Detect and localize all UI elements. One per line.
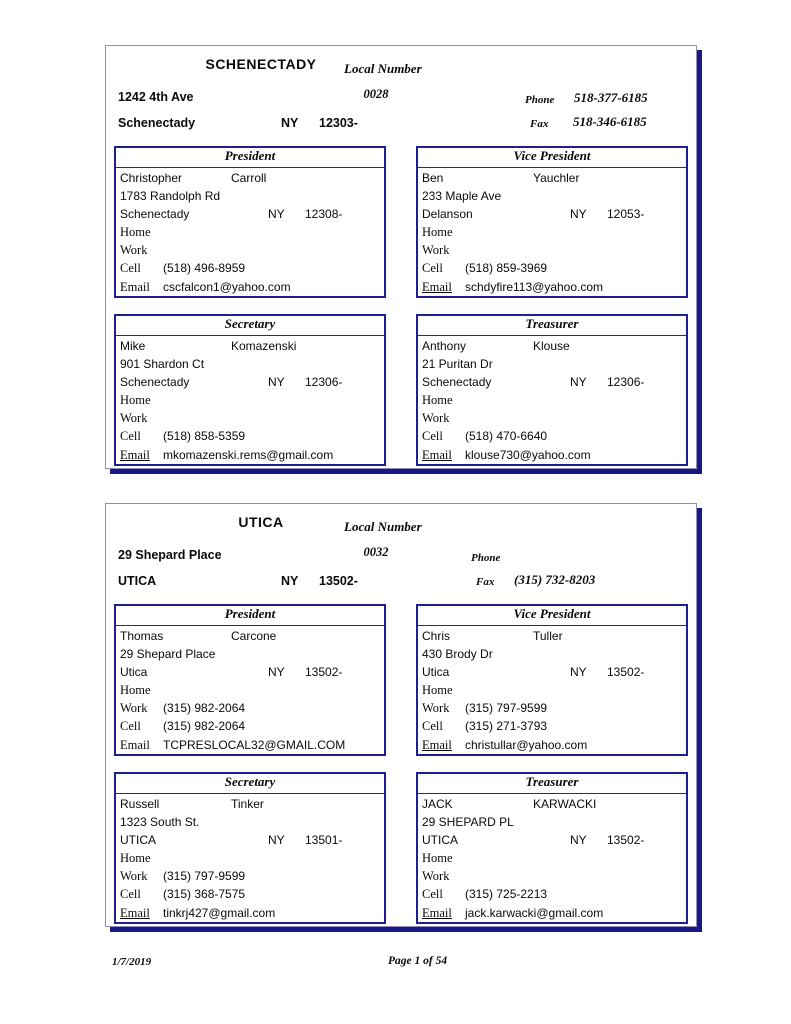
last-name: Klouse — [533, 339, 570, 353]
work-value: (315) 982-2064 — [163, 701, 246, 716]
officer-details — [116, 626, 384, 754]
first-name: Ben — [422, 171, 444, 185]
officer-name-row — [418, 795, 686, 813]
officer-card — [416, 314, 688, 466]
officer-city-row — [116, 663, 384, 681]
state: NY — [268, 665, 285, 680]
city: Utica — [422, 665, 450, 680]
email-label: Email — [120, 279, 150, 294]
cell-label: Cell — [120, 719, 141, 734]
cell-row — [116, 885, 384, 903]
officer-grid — [106, 604, 698, 928]
officer-city-row — [116, 205, 384, 223]
email-label: Email — [120, 905, 150, 920]
phone-label: Phone — [471, 552, 501, 564]
state: NY — [570, 375, 587, 390]
email-label: Email — [120, 447, 150, 462]
officer-title: Vice President — [418, 606, 686, 626]
officer-card — [114, 772, 386, 924]
local-city: Schenectady — [118, 116, 196, 130]
home-label: Home — [422, 851, 453, 866]
local-state: NY — [281, 574, 299, 588]
street-address: 21 Puritan Dr — [422, 357, 493, 372]
state: NY — [570, 833, 587, 848]
city: Delanson — [422, 207, 473, 222]
first-name: Anthony — [422, 339, 467, 353]
officer-title: Treasurer — [418, 316, 686, 336]
zip: 13502- — [607, 833, 645, 848]
city: Schenectady — [120, 375, 190, 390]
email-row — [418, 904, 686, 922]
zip: 12306- — [305, 375, 343, 390]
zip: 13502- — [305, 665, 343, 680]
officer-title: Treasurer — [418, 774, 686, 794]
cell-row — [116, 427, 384, 445]
local-number-value: 0028 — [363, 87, 389, 101]
work-row — [116, 409, 384, 427]
email-row — [116, 446, 384, 464]
officer-name-row — [116, 337, 384, 355]
cell-value: (518) 470-6640 — [465, 429, 548, 444]
officer-details — [116, 794, 384, 922]
fax-value: (315) 732-8203 — [514, 572, 596, 587]
work-row — [418, 241, 686, 259]
officer-details — [418, 626, 686, 754]
officer-title: Secretary — [116, 774, 384, 794]
officer-title: Secretary — [116, 316, 384, 336]
city: Utica — [120, 665, 148, 680]
email-value: mkomazenski.rems@gmail.com — [163, 447, 334, 462]
officer-grid — [106, 146, 698, 470]
cell-row — [418, 259, 686, 277]
cell-label: Cell — [120, 429, 141, 444]
city: Schenectady — [422, 375, 492, 390]
last-name: Tuller — [533, 629, 563, 643]
officer-title: President — [116, 148, 384, 168]
officer-card — [416, 146, 688, 298]
work-row — [116, 867, 384, 885]
officer-address-row — [418, 645, 686, 663]
city: UTICA — [120, 833, 156, 848]
zip: 13501- — [305, 833, 343, 848]
work-label: Work — [422, 701, 450, 716]
work-label: Work — [422, 411, 450, 426]
officer-address-row — [418, 187, 686, 205]
work-label: Work — [422, 869, 450, 884]
first-name: JACK — [422, 797, 453, 811]
last-name: Yauchler — [533, 171, 580, 185]
home-row — [418, 391, 686, 409]
local-state: NY — [281, 116, 299, 130]
email-value: schdyfire113@yahoo.com — [465, 279, 604, 294]
officer-address-row — [418, 355, 686, 373]
local-number-label: Local Number — [344, 61, 422, 76]
local-name: UTICA — [238, 514, 284, 530]
last-name: Carroll — [231, 171, 267, 185]
officer-card — [416, 772, 688, 924]
work-value: (315) 797-9599 — [465, 701, 548, 716]
home-row — [116, 391, 384, 409]
officer-details — [418, 794, 686, 922]
street-address: 1783 Randolph Rd — [120, 189, 221, 204]
home-row — [418, 681, 686, 699]
officer-name-row — [116, 795, 384, 813]
cell-label: Cell — [120, 887, 141, 902]
officer-title: President — [116, 606, 384, 626]
work-value: (315) 797-9599 — [163, 869, 246, 884]
home-row — [116, 681, 384, 699]
email-label: Email — [422, 737, 452, 752]
state: NY — [268, 207, 285, 222]
footer-page-number: Page 1 of 54 — [388, 955, 448, 967]
local-street-address: 1242 4th Ave — [118, 90, 194, 104]
last-name: KARWACKI — [533, 797, 597, 811]
work-row — [418, 409, 686, 427]
fax-label: Fax — [530, 118, 549, 130]
zip: 13502- — [607, 665, 645, 680]
cell-label: Cell — [422, 261, 443, 276]
officer-card — [416, 604, 688, 756]
local-zip: 13502- — [319, 574, 358, 588]
last-name: Carcone — [231, 629, 277, 643]
cell-label: Cell — [120, 261, 141, 276]
officer-card — [114, 604, 386, 756]
home-label: Home — [120, 225, 151, 240]
email-value: tinkrj427@gmail.com — [163, 905, 276, 920]
footer-date: 1/7/2019 — [112, 956, 152, 968]
home-row — [418, 223, 686, 241]
officer-address-row — [116, 645, 384, 663]
work-row — [116, 699, 384, 717]
email-value: christullar@yahoo.com — [465, 737, 588, 752]
email-label: Email — [422, 447, 452, 462]
cell-value: (315) 982-2064 — [163, 719, 246, 734]
local-number-value: 0032 — [363, 545, 389, 559]
work-label: Work — [422, 243, 450, 258]
phone-label: Phone — [525, 94, 555, 106]
state: NY — [268, 833, 285, 848]
work-label: Work — [120, 869, 148, 884]
email-label: Email — [422, 279, 452, 294]
officer-city-row — [116, 831, 384, 849]
cell-row — [418, 885, 686, 903]
cell-row — [418, 427, 686, 445]
cell-value: (315) 271-3793 — [465, 719, 548, 734]
last-name: Komazenski — [231, 339, 297, 353]
officer-city-row — [116, 373, 384, 391]
street-address: 430 Brody Dr — [422, 647, 493, 662]
first-name: Chris — [422, 629, 451, 643]
zip: 12053- — [607, 207, 645, 222]
home-row — [116, 849, 384, 867]
officer-address-row — [418, 813, 686, 831]
work-label: Work — [120, 243, 148, 258]
home-row — [116, 223, 384, 241]
officer-name-row — [116, 169, 384, 187]
state: NY — [570, 665, 587, 680]
email-row — [116, 904, 384, 922]
work-row — [116, 241, 384, 259]
officer-title: Vice President — [418, 148, 686, 168]
cell-row — [418, 717, 686, 735]
street-address: 29 Shepard Place — [120, 647, 216, 662]
officer-details — [418, 168, 686, 296]
officer-name-row — [418, 627, 686, 645]
email-row — [116, 278, 384, 296]
officer-card — [114, 314, 386, 466]
city: UTICA — [422, 833, 458, 848]
work-row — [418, 699, 686, 717]
zip: 12308- — [305, 207, 343, 222]
cell-value: (518) 496-8959 — [163, 261, 246, 276]
first-name: Russell — [120, 797, 160, 811]
home-label: Home — [120, 683, 151, 698]
cell-value: (315) 368-7575 — [163, 887, 246, 902]
fax-value: 518-346-6185 — [573, 114, 647, 129]
work-row — [418, 867, 686, 885]
local-number-label: Local Number — [344, 519, 422, 534]
local-section — [105, 503, 697, 927]
officer-address-row — [116, 813, 384, 831]
home-label: Home — [422, 393, 453, 408]
street-address: 233 Maple Ave — [422, 189, 502, 204]
officer-card — [114, 146, 386, 298]
cell-value: (518) 858-5359 — [163, 429, 246, 444]
cell-label: Cell — [422, 429, 443, 444]
first-name: Thomas — [120, 629, 164, 643]
cell-value: (315) 725-2213 — [465, 887, 548, 902]
email-label: Email — [422, 905, 452, 920]
email-row — [116, 736, 384, 754]
email-row — [418, 736, 686, 754]
street-address: 29 SHEPARD PL — [422, 815, 514, 830]
officer-city-row — [418, 205, 686, 223]
cell-row — [116, 717, 384, 735]
email-value: klouse730@yahoo.com — [465, 447, 591, 462]
cell-row — [116, 259, 384, 277]
state: NY — [570, 207, 587, 222]
cell-label: Cell — [422, 887, 443, 902]
local-street-address: 29 Shepard Place — [118, 548, 222, 562]
email-value: cscfalcon1@yahoo.com — [163, 279, 291, 294]
work-label: Work — [120, 411, 148, 426]
officer-details — [418, 336, 686, 464]
officer-name-row — [418, 337, 686, 355]
officer-address-row — [116, 355, 384, 373]
officer-name-row — [116, 627, 384, 645]
officer-city-row — [418, 831, 686, 849]
officer-details — [116, 168, 384, 296]
cell-label: Cell — [422, 719, 443, 734]
email-row — [418, 446, 686, 464]
phone-value: 518-377-6185 — [574, 90, 648, 105]
zip: 12306- — [607, 375, 645, 390]
local-name: SCHENECTADY — [205, 56, 317, 72]
home-label: Home — [120, 393, 151, 408]
city: Schenectady — [120, 207, 190, 222]
state: NY — [268, 375, 285, 390]
local-city: UTICA — [118, 574, 157, 588]
first-name: Christopher — [120, 171, 183, 185]
email-row — [418, 278, 686, 296]
home-row — [418, 849, 686, 867]
first-name: Mike — [120, 339, 146, 353]
street-address: 901 Shardon Ct — [120, 357, 205, 372]
fax-label: Fax — [476, 576, 495, 588]
officer-name-row — [418, 169, 686, 187]
work-label: Work — [120, 701, 148, 716]
home-label: Home — [120, 851, 151, 866]
email-value: TCPRESLOCAL32@GMAIL.COM — [163, 737, 346, 752]
email-label: Email — [120, 737, 150, 752]
street-address: 1323 South St. — [120, 815, 200, 830]
home-label: Home — [422, 225, 453, 240]
officer-city-row — [418, 373, 686, 391]
local-zip: 12303- — [319, 116, 358, 130]
officer-details — [116, 336, 384, 464]
email-value: jack.karwacki@gmail.com — [465, 905, 604, 920]
officer-city-row — [418, 663, 686, 681]
home-label: Home — [422, 683, 453, 698]
officer-address-row — [116, 187, 384, 205]
cell-value: (518) 859-3969 — [465, 261, 548, 276]
last-name: Tinker — [231, 797, 264, 811]
local-section — [105, 45, 697, 469]
